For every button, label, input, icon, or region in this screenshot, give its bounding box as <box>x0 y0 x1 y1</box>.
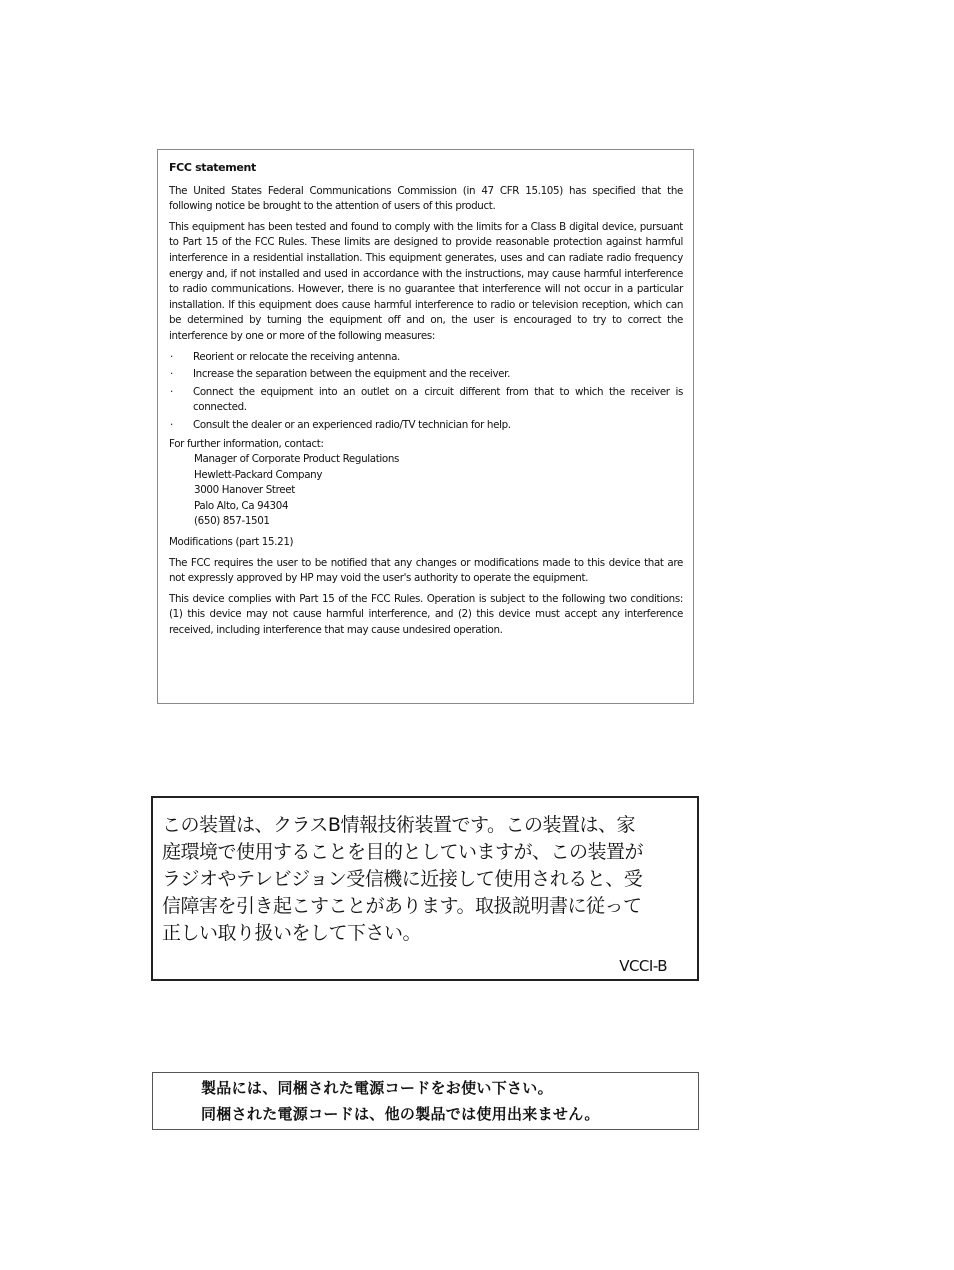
list-item <box>169 350 683 366</box>
vcci-statement-box <box>151 796 699 981</box>
vcci-text-line: この装置は、クラスB情報技術装置です。この装置は、家 <box>162 814 635 836</box>
fcc-measures-list <box>169 350 683 434</box>
fcc-statement-box <box>157 149 694 704</box>
vcci-text-line: 信障害を引き起こすことがあります。取扱説明書に従って <box>162 895 642 917</box>
power-cord-line: 同梱された電源コードは、他の製品では使用出来ません。 <box>201 1105 600 1123</box>
fcc-compliance-paragraph: This equipment has been tested and found to comply with the limits for a Class B digital device, pursuant to Part 15 of the FCC Rules. These limits are designed to provide reasonable protection against harmful interference in a residential installation. This equipment generates, uses and can radiate radio frequency energy and, if not installed and used in accordance with the instructions, may cause harmful interference to radio communications. However, there is no guarantee that interference will not occur in a particular installation. If this equipment does cause harmful interference to radio or television reception, which can be determined by turning the equipment off and on, the user is encouraged to try to correct the interference by one or more of the following measures: <box>169 220 683 342</box>
list-item <box>169 367 683 383</box>
bullet-icon: · <box>170 418 173 431</box>
bullet-icon: · <box>170 350 173 363</box>
fcc-modifications-paragraph: The FCC requires the user to be notified that any changes or modifications made to this device that are not expressly approved by HP may void the user's authority to operate the equipment. <box>169 556 683 585</box>
bullet-icon: · <box>170 368 173 381</box>
vcci-text-line: 庭環境で使用することを目的としていますが、この装置が <box>162 841 644 863</box>
fcc-part15-paragraph: This device complies with Part 15 of the FCC Rules. Operation is subject to the following two conditions: (1) this device may not cause harmful interference, and (2) this device must accept any interference received, including interference that may cause undesired operation. <box>169 592 683 637</box>
vcci-text-line: ラジオやテレビジョン受信機に近接して使用されると、受 <box>162 868 643 890</box>
power-cord-line: 製品には、同梱された電源コードをお使い下さい。 <box>201 1079 553 1097</box>
fcc-title: FCC statement <box>169 161 256 174</box>
vcci-class-label: VCCI-B <box>619 957 667 975</box>
bullet-icon: · <box>170 385 173 398</box>
contact-line: Hewlett-Packard Company <box>194 468 323 481</box>
measure-text: Connect the equipment into an outlet on a circuit different from that to which the receiver is connected. <box>193 385 683 414</box>
list-item <box>169 418 683 434</box>
contact-line: Palo Alto, Ca 94304 <box>194 499 289 512</box>
fcc-contact-block <box>169 437 683 531</box>
power-cord-notice-box <box>152 1072 699 1130</box>
contact-line: 3000 Hanover Street <box>194 484 295 497</box>
measure-text: Reorient or relocate the receiving antenna. <box>193 350 400 363</box>
contact-intro: For further information, contact: <box>169 437 324 450</box>
measure-text: Increase the separation between the equipment and the receiver. <box>193 368 511 381</box>
contact-line: Manager of Corporate Product Regulations <box>194 453 400 466</box>
contact-line: (650) 857-1501 <box>194 515 270 528</box>
fcc-intro-paragraph: The United States Federal Communications Commission (in 47 CFR 15.105) has specified that the following notice be brought to the attention of users of this product. <box>169 184 683 213</box>
list-item <box>169 385 683 416</box>
vcci-text-line: 正しい取り扱いをして下さい。 <box>162 922 422 944</box>
modifications-heading: Modifications (part 15.21) <box>169 536 294 549</box>
measure-text: Consult the dealer or an experienced radio/TV technician for help. <box>193 418 511 431</box>
